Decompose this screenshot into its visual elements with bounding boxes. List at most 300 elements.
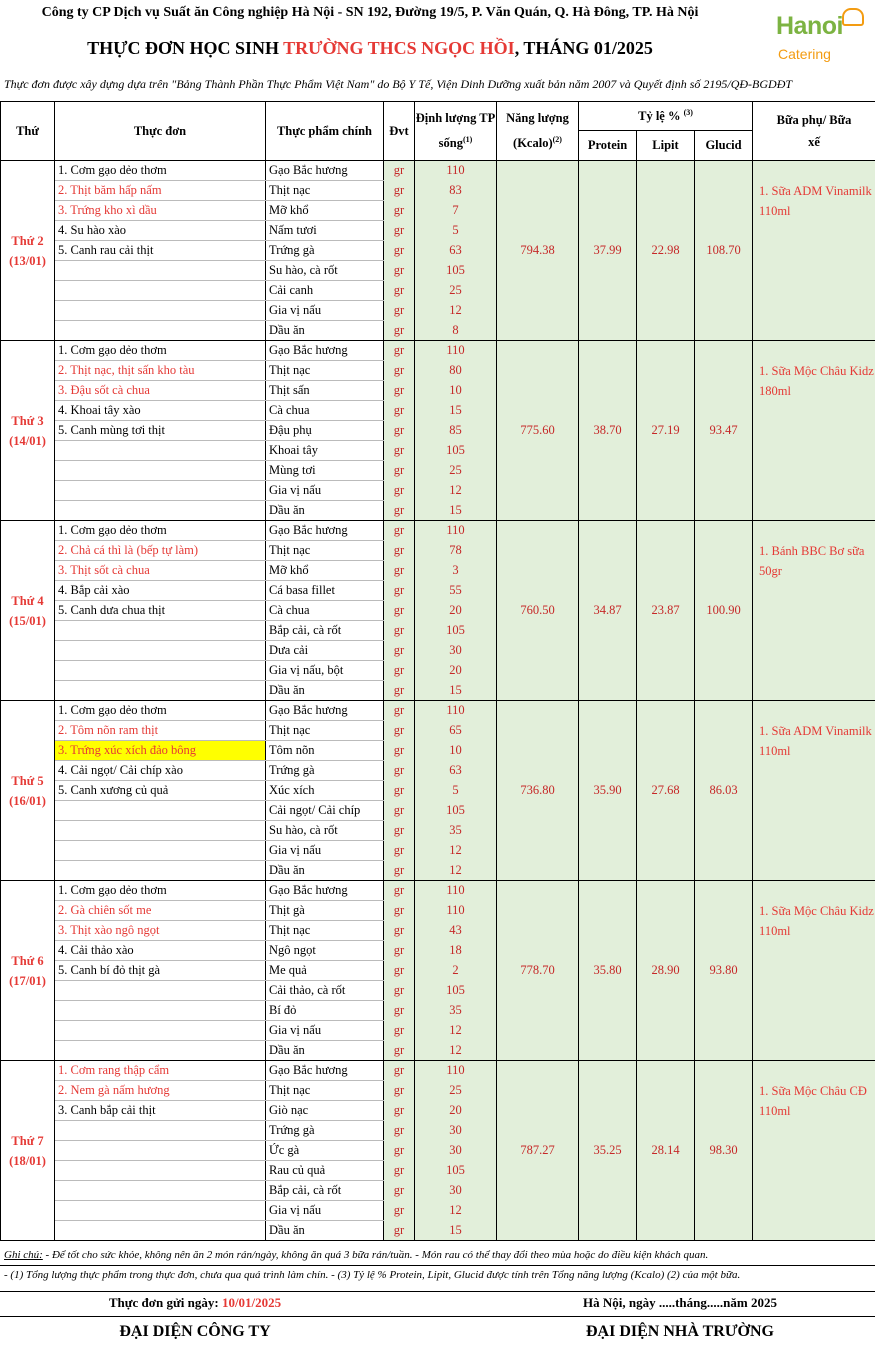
protein-cell: 35.90 xyxy=(579,701,637,881)
note-line-1 xyxy=(0,1245,875,1265)
header-snack: Bữa phụ/ Bữa xế xyxy=(753,102,875,161)
food-cell: Tôm nõn xyxy=(266,741,384,761)
dish-cell xyxy=(55,1021,266,1041)
unit-cell: gr xyxy=(384,201,415,221)
dish-name: 1. Cơm gạo dẻo thơm xyxy=(58,523,167,537)
food-cell: Mùng tơi xyxy=(266,461,384,481)
dish-name: 2. Nem gà nấm hương xyxy=(58,1083,170,1097)
logo-brand: Hanoi xyxy=(776,12,843,40)
unit-cell: gr xyxy=(384,261,415,281)
food-cell: Gạo Bắc hương xyxy=(266,521,384,541)
dish-cell xyxy=(55,601,266,621)
dish-cell xyxy=(55,1041,266,1061)
qty-cell: 110 xyxy=(415,1061,497,1081)
day-cell xyxy=(1,521,55,701)
snack-cell: 1. Sữa Mộc Châu CĐ 110ml xyxy=(753,1061,875,1241)
food-cell: Rau củ quả xyxy=(266,1161,384,1181)
lipit-cell: 27.19 xyxy=(637,341,695,521)
unit-cell: gr xyxy=(384,361,415,381)
unit-cell: gr xyxy=(384,481,415,501)
hanoi-catering-logo xyxy=(770,12,870,68)
day-name: Thứ 5 xyxy=(11,773,44,788)
dish-cell xyxy=(55,741,266,761)
dish-cell xyxy=(55,1121,266,1141)
unit-cell: gr xyxy=(384,521,415,541)
qty-cell: 30 xyxy=(415,1141,497,1161)
glucid-cell: 108.70 xyxy=(695,161,753,341)
header-energy-sup: (2) xyxy=(552,135,562,145)
unit-cell: gr xyxy=(384,661,415,681)
title-suffix: , THÁNG 01/2025 xyxy=(514,38,653,58)
protein-cell: 38.70 xyxy=(579,341,637,521)
header-glucid: Glucid xyxy=(695,131,753,161)
dish-cell xyxy=(55,441,266,461)
unit-cell: gr xyxy=(384,961,415,981)
food-cell: Thịt gà xyxy=(266,901,384,921)
dish-cell xyxy=(55,921,266,941)
signature-row xyxy=(0,1318,875,1348)
food-cell: Mỡ khổ xyxy=(266,561,384,581)
dish-name: 4. Su hào xào xyxy=(58,223,127,237)
unit-cell: gr xyxy=(384,161,415,181)
dish-name: 5. Canh rau cải thịt xyxy=(58,243,154,257)
qty-cell: 15 xyxy=(415,401,497,421)
qty-cell: 12 xyxy=(415,1021,497,1041)
food-cell: Dưa cải xyxy=(266,641,384,661)
glucid-cell: 93.47 xyxy=(695,341,753,521)
qty-cell: 35 xyxy=(415,821,497,841)
food-cell: Gia vị nấu, bột xyxy=(266,661,384,681)
dish-cell xyxy=(55,621,266,641)
dish-cell xyxy=(55,961,266,981)
dish-cell xyxy=(55,361,266,381)
note-line-2: - (1) Tổng lượng thực phẩm trong thực đơn, chưa qua quá trình làm chín. - (3) Tỷ lệ % Protein, Lipit, Glucid được tính trên Tổng năng lượng (Kcalo) (2) của một bữa. xyxy=(4,1269,741,1281)
snack-cell: 1. Sữa Mộc Châu Kidz 110ml xyxy=(753,881,875,1061)
dish-cell xyxy=(55,701,266,721)
dish-name: 2. Thịt nạc, thịt sấn kho tàu xyxy=(58,363,195,377)
unit-cell: gr xyxy=(384,381,415,401)
qty-cell: 63 xyxy=(415,761,497,781)
sent-date xyxy=(0,1295,390,1311)
food-cell: Bắp cải, cà rốt xyxy=(266,621,384,641)
qty-cell: 25 xyxy=(415,1081,497,1101)
unit-cell: gr xyxy=(384,641,415,661)
snack-cell: 1. Sữa Mộc Châu Kidz 180ml xyxy=(753,341,875,521)
unit-cell: gr xyxy=(384,701,415,721)
sent-row xyxy=(0,1292,875,1314)
qty-cell: 105 xyxy=(415,1161,497,1181)
snack-cell: 1. Bánh BBC Bơ sữa 50gr xyxy=(753,521,875,701)
qty-cell: 10 xyxy=(415,741,497,761)
dish-cell xyxy=(55,1001,266,1021)
header-ratio xyxy=(579,102,753,131)
qty-cell: 12 xyxy=(415,1201,497,1221)
header-energy xyxy=(497,102,579,161)
unit-cell: gr xyxy=(384,1081,415,1101)
qty-cell: 35 xyxy=(415,1001,497,1021)
unit-cell: gr xyxy=(384,881,415,901)
sent-date-value: 10/01/2025 xyxy=(221,1295,282,1310)
food-cell: Giò nạc xyxy=(266,1101,384,1121)
qty-cell: 105 xyxy=(415,801,497,821)
day-cell xyxy=(1,1061,55,1241)
food-cell: Dầu ăn xyxy=(266,1041,384,1061)
unit-cell: gr xyxy=(384,1041,415,1061)
energy-cell: 760.50 xyxy=(497,521,579,701)
food-cell: Gia vị nấu xyxy=(266,1201,384,1221)
note-label: Ghi chú: xyxy=(4,1249,43,1261)
food-cell: Mỡ khổ xyxy=(266,201,384,221)
logo-sub: Catering xyxy=(778,46,831,62)
food-cell: Gia vị nấu xyxy=(266,301,384,321)
header-food: Thực phẩm chính xyxy=(266,102,384,161)
food-cell: Gạo Bắc hương xyxy=(266,341,384,361)
protein-cell: 37.99 xyxy=(579,161,637,341)
dish-name: 5. Canh bí đỏ thịt gà xyxy=(58,963,161,977)
food-cell: Gia vị nấu xyxy=(266,841,384,861)
protein-cell: 34.87 xyxy=(579,521,637,701)
unit-cell: gr xyxy=(384,801,415,821)
day-name: Thứ 2 xyxy=(11,233,44,248)
dish-cell xyxy=(55,181,266,201)
glucid-cell: 93.80 xyxy=(695,881,753,1061)
unit-cell: gr xyxy=(384,341,415,361)
dish-name: 4. Cải ngọt/ Cải chíp xào xyxy=(58,763,183,777)
qty-cell: 25 xyxy=(415,461,497,481)
dish-cell xyxy=(55,1181,266,1201)
header-unit: Đvt xyxy=(384,102,415,161)
dish-name: 5. Canh dưa chua thịt xyxy=(58,603,166,617)
unit-cell: gr xyxy=(384,721,415,741)
dish-cell xyxy=(55,721,266,741)
header-day: Thứ xyxy=(1,102,55,161)
menu-basis-note: Thực đơn được xây dựng dựa trên "Bảng Thành Phần Thực Phẩm Việt Nam" do Bộ Y Tế, Viện Dinh Dưỡng xuất bản năm 2007 và Quyết định số 2195/QĐ-BGDĐT xyxy=(4,77,793,91)
page-title xyxy=(0,38,740,59)
qty-cell: 43 xyxy=(415,921,497,941)
food-cell: Cà chua xyxy=(266,401,384,421)
qty-cell: 78 xyxy=(415,541,497,561)
unit-cell: gr xyxy=(384,1201,415,1221)
dish-cell xyxy=(55,1061,266,1081)
food-cell: Thịt nạc xyxy=(266,541,384,561)
dish-cell xyxy=(55,1141,266,1161)
dish-cell xyxy=(55,641,266,661)
qty-cell: 25 xyxy=(415,281,497,301)
food-cell: Ngô ngọt xyxy=(266,941,384,961)
header-lipit: Lipit xyxy=(637,131,695,161)
day-name: Thứ 4 xyxy=(11,593,44,608)
unit-cell: gr xyxy=(384,981,415,1001)
qty-cell: 20 xyxy=(415,601,497,621)
qty-cell: 15 xyxy=(415,1221,497,1241)
qty-cell: 63 xyxy=(415,241,497,261)
day-name: Thứ 3 xyxy=(11,413,44,428)
qty-cell: 15 xyxy=(415,501,497,521)
food-cell: Bí đỏ xyxy=(266,1001,384,1021)
unit-cell: gr xyxy=(384,741,415,761)
food-cell: Trứng gà xyxy=(266,761,384,781)
day-cell xyxy=(1,701,55,881)
dish-cell xyxy=(55,781,266,801)
lipit-cell: 23.87 xyxy=(637,521,695,701)
title-prefix: THỰC ĐƠN HỌC SINH xyxy=(87,38,284,58)
day-cell xyxy=(1,341,55,521)
dish-name: 4. Khoai tây xào xyxy=(58,403,141,417)
food-cell: Gạo Bắc hương xyxy=(266,161,384,181)
unit-cell: gr xyxy=(384,1021,415,1041)
lipit-cell: 27.68 xyxy=(637,701,695,881)
energy-cell: 736.80 xyxy=(497,701,579,881)
food-cell: Thịt nạc xyxy=(266,921,384,941)
day-date: (13/01) xyxy=(9,253,46,268)
table-row xyxy=(1,1061,875,1081)
dish-cell xyxy=(55,561,266,581)
food-cell: Gia vị nấu xyxy=(266,1021,384,1041)
qty-cell: 20 xyxy=(415,661,497,681)
dish-cell xyxy=(55,1081,266,1101)
snack-cell: 1. Sữa ADM Vinamilk 110ml xyxy=(753,161,875,341)
dish-cell xyxy=(55,501,266,521)
header-qty-label: Định lượng TP sống xyxy=(415,111,496,151)
food-cell: Dầu ăn xyxy=(266,861,384,881)
qty-cell: 110 xyxy=(415,161,497,181)
food-cell: Thịt nạc xyxy=(266,721,384,741)
food-cell: Ức gà xyxy=(266,1141,384,1161)
day-name: Thứ 7 xyxy=(11,1133,44,1148)
food-cell: Dầu ăn xyxy=(266,321,384,341)
qty-cell: 105 xyxy=(415,981,497,1001)
dish-name: 2. Gà chiên sốt me xyxy=(58,903,152,917)
dish-name: 3. Trứng xúc xích đảo bông xyxy=(58,743,197,757)
qty-cell: 5 xyxy=(415,781,497,801)
unit-cell: gr xyxy=(384,901,415,921)
table-row xyxy=(1,161,875,181)
food-cell: Gạo Bắc hương xyxy=(266,1061,384,1081)
dish-cell xyxy=(55,241,266,261)
qty-cell: 110 xyxy=(415,901,497,921)
food-cell: Cá basa fillet xyxy=(266,581,384,601)
dish-cell xyxy=(55,421,266,441)
dish-name: 1. Cơm rang thập cẩm xyxy=(58,1063,170,1077)
unit-cell: gr xyxy=(384,1221,415,1241)
unit-cell: gr xyxy=(384,821,415,841)
unit-cell: gr xyxy=(384,421,415,441)
food-cell: Thịt nạc xyxy=(266,181,384,201)
food-cell: Thịt sấn xyxy=(266,381,384,401)
dish-name: 1. Cơm gạo dẻo thơm xyxy=(58,343,167,357)
energy-cell: 775.60 xyxy=(497,341,579,521)
unit-cell: gr xyxy=(384,301,415,321)
dish-cell xyxy=(55,661,266,681)
unit-cell: gr xyxy=(384,1001,415,1021)
glucid-cell: 100.90 xyxy=(695,521,753,701)
dish-cell xyxy=(55,1221,266,1241)
energy-cell: 794.38 xyxy=(497,161,579,341)
unit-cell: gr xyxy=(384,1181,415,1201)
unit-cell: gr xyxy=(384,561,415,581)
dish-cell xyxy=(55,941,266,961)
dish-name: 3. Thịt xào ngô ngọt xyxy=(58,923,160,937)
dish-cell xyxy=(55,541,266,561)
chef-hat-icon xyxy=(842,8,864,26)
dish-cell xyxy=(55,201,266,221)
unit-cell: gr xyxy=(384,1101,415,1121)
qty-cell: 15 xyxy=(415,681,497,701)
qty-cell: 12 xyxy=(415,481,497,501)
qty-cell: 12 xyxy=(415,841,497,861)
company-header: Công ty CP Dịch vụ Suất ăn Công nghiệp Hà Nội - SN 192, Đường 19/5, P. Văn Quán, Q. Hà Đông, TP. Hà Nội xyxy=(41,5,699,20)
day-cell xyxy=(1,881,55,1061)
unit-cell: gr xyxy=(384,461,415,481)
dish-name: 1. Cơm gạo dẻo thơm xyxy=(58,703,167,717)
food-cell: Dầu ăn xyxy=(266,501,384,521)
day-date: (16/01) xyxy=(9,793,46,808)
qty-cell: 30 xyxy=(415,641,497,661)
food-cell: Thịt nạc xyxy=(266,361,384,381)
dish-name: 1. Cơm gạo dẻo thơm xyxy=(58,163,167,177)
day-date: (17/01) xyxy=(9,973,46,988)
header-menu: Thực đơn xyxy=(55,102,266,161)
dish-name: 4. Cải thảo xào xyxy=(58,943,134,957)
qty-cell: 12 xyxy=(415,301,497,321)
dish-name: 4. Bắp cải xào xyxy=(58,583,130,597)
header-energy-label: Năng lượng (Kcalo) xyxy=(506,111,569,151)
unit-cell: gr xyxy=(384,321,415,341)
dish-cell xyxy=(55,401,266,421)
glucid-cell: 98.30 xyxy=(695,1061,753,1241)
table-row xyxy=(1,881,875,901)
dish-cell xyxy=(55,381,266,401)
dish-cell xyxy=(55,521,266,541)
unit-cell: gr xyxy=(384,501,415,521)
dish-cell xyxy=(55,1101,266,1121)
qty-cell: 105 xyxy=(415,621,497,641)
snack-cell: 1. Sữa ADM Vinamilk 110ml xyxy=(753,701,875,881)
qty-cell: 5 xyxy=(415,221,497,241)
food-cell: Cải canh xyxy=(266,281,384,301)
qty-cell: 30 xyxy=(415,1121,497,1141)
dish-cell xyxy=(55,261,266,281)
header-qty xyxy=(415,102,497,161)
dish-cell xyxy=(55,481,266,501)
dish-cell xyxy=(55,841,266,861)
dish-cell xyxy=(55,981,266,1001)
dish-name: 5. Canh xương củ quả xyxy=(58,783,169,797)
dish-name: 5. Canh mùng tơi thịt xyxy=(58,423,165,437)
unit-cell: gr xyxy=(384,581,415,601)
dish-cell xyxy=(55,1161,266,1181)
qty-cell: 12 xyxy=(415,861,497,881)
dish-name: 2. Chả cá thì là (bếp tự làm) xyxy=(58,543,199,557)
unit-cell: gr xyxy=(384,1121,415,1141)
unit-cell: gr xyxy=(384,401,415,421)
dish-cell xyxy=(55,881,266,901)
unit-cell: gr xyxy=(384,781,415,801)
dish-cell xyxy=(55,221,266,241)
food-cell: Nấm tươi xyxy=(266,221,384,241)
qty-cell: 105 xyxy=(415,441,497,461)
dish-cell xyxy=(55,301,266,321)
food-cell: Đậu phụ xyxy=(266,421,384,441)
sign-school: ĐẠI DIỆN NHÀ TRƯỜNG xyxy=(585,1323,774,1340)
unit-cell: gr xyxy=(384,601,415,621)
unit-cell: gr xyxy=(384,921,415,941)
food-cell: Dầu ăn xyxy=(266,1221,384,1241)
table-row xyxy=(1,701,875,721)
lipit-cell: 22.98 xyxy=(637,161,695,341)
table-row xyxy=(1,341,875,361)
dish-cell xyxy=(55,321,266,341)
dish-name: 1. Cơm gạo dẻo thơm xyxy=(58,883,167,897)
unit-cell: gr xyxy=(384,761,415,781)
qty-cell: 10 xyxy=(415,381,497,401)
qty-cell: 105 xyxy=(415,261,497,281)
day-cell xyxy=(1,161,55,341)
qty-cell: 8 xyxy=(415,321,497,341)
dish-name: 2. Tôm nõn ram thịt xyxy=(58,723,159,737)
unit-cell: gr xyxy=(384,681,415,701)
qty-cell: 12 xyxy=(415,1041,497,1061)
food-cell: Xúc xích xyxy=(266,781,384,801)
header-ratio-label: Tỷ lệ % xyxy=(638,109,681,124)
dish-cell xyxy=(55,901,266,921)
menu-body xyxy=(1,161,875,1241)
dish-cell xyxy=(55,821,266,841)
food-cell: Su hào, cà rốt xyxy=(266,261,384,281)
day-date: (14/01) xyxy=(9,433,46,448)
food-cell: Trứng gà xyxy=(266,1121,384,1141)
unit-cell: gr xyxy=(384,1161,415,1181)
unit-cell: gr xyxy=(384,861,415,881)
table-row xyxy=(1,521,875,541)
header-qty-sup: (1) xyxy=(463,135,473,145)
dish-cell xyxy=(55,801,266,821)
unit-cell: gr xyxy=(384,541,415,561)
unit-cell: gr xyxy=(384,221,415,241)
qty-cell: 110 xyxy=(415,881,497,901)
food-cell: Cải ngọt/ Cải chíp xyxy=(266,801,384,821)
lipit-cell: 28.14 xyxy=(637,1061,695,1241)
dish-name: 3. Đậu sốt cà chua xyxy=(58,383,150,397)
qty-cell: 2 xyxy=(415,961,497,981)
food-cell: Trứng gà xyxy=(266,241,384,261)
place-date: Hà Nội, ngày .....tháng.....năm 2025 xyxy=(583,1295,777,1310)
sent-label: Thực đơn gửi ngày: xyxy=(108,1295,222,1310)
food-cell: Gạo Bắc hương xyxy=(266,701,384,721)
qty-cell: 3 xyxy=(415,561,497,581)
dish-cell xyxy=(55,681,266,701)
glucid-cell: 86.03 xyxy=(695,701,753,881)
food-cell: Thịt nạc xyxy=(266,1081,384,1101)
protein-cell: 35.80 xyxy=(579,881,637,1061)
menu-table xyxy=(0,101,875,1241)
dish-cell xyxy=(55,861,266,881)
qty-cell: 110 xyxy=(415,341,497,361)
qty-cell: 30 xyxy=(415,1181,497,1201)
qty-cell: 18 xyxy=(415,941,497,961)
protein-cell: 35.25 xyxy=(579,1061,637,1241)
dish-cell xyxy=(55,161,266,181)
qty-cell: 110 xyxy=(415,521,497,541)
energy-cell: 787.27 xyxy=(497,1061,579,1241)
energy-cell: 778.70 xyxy=(497,881,579,1061)
qty-cell: 85 xyxy=(415,421,497,441)
unit-cell: gr xyxy=(384,1061,415,1081)
qty-cell: 7 xyxy=(415,201,497,221)
dish-name: 2. Thịt băm hấp nấm xyxy=(58,183,162,197)
note-text-1: - Để tốt cho sức khỏe, không nên ăn 2 món rán/ngày, không ăn quá 3 bữa rán/tuần. - Món rau có thể thay đổi theo mùa hoặc do điều kiện khách quan. xyxy=(42,1249,709,1261)
unit-cell: gr xyxy=(384,621,415,641)
